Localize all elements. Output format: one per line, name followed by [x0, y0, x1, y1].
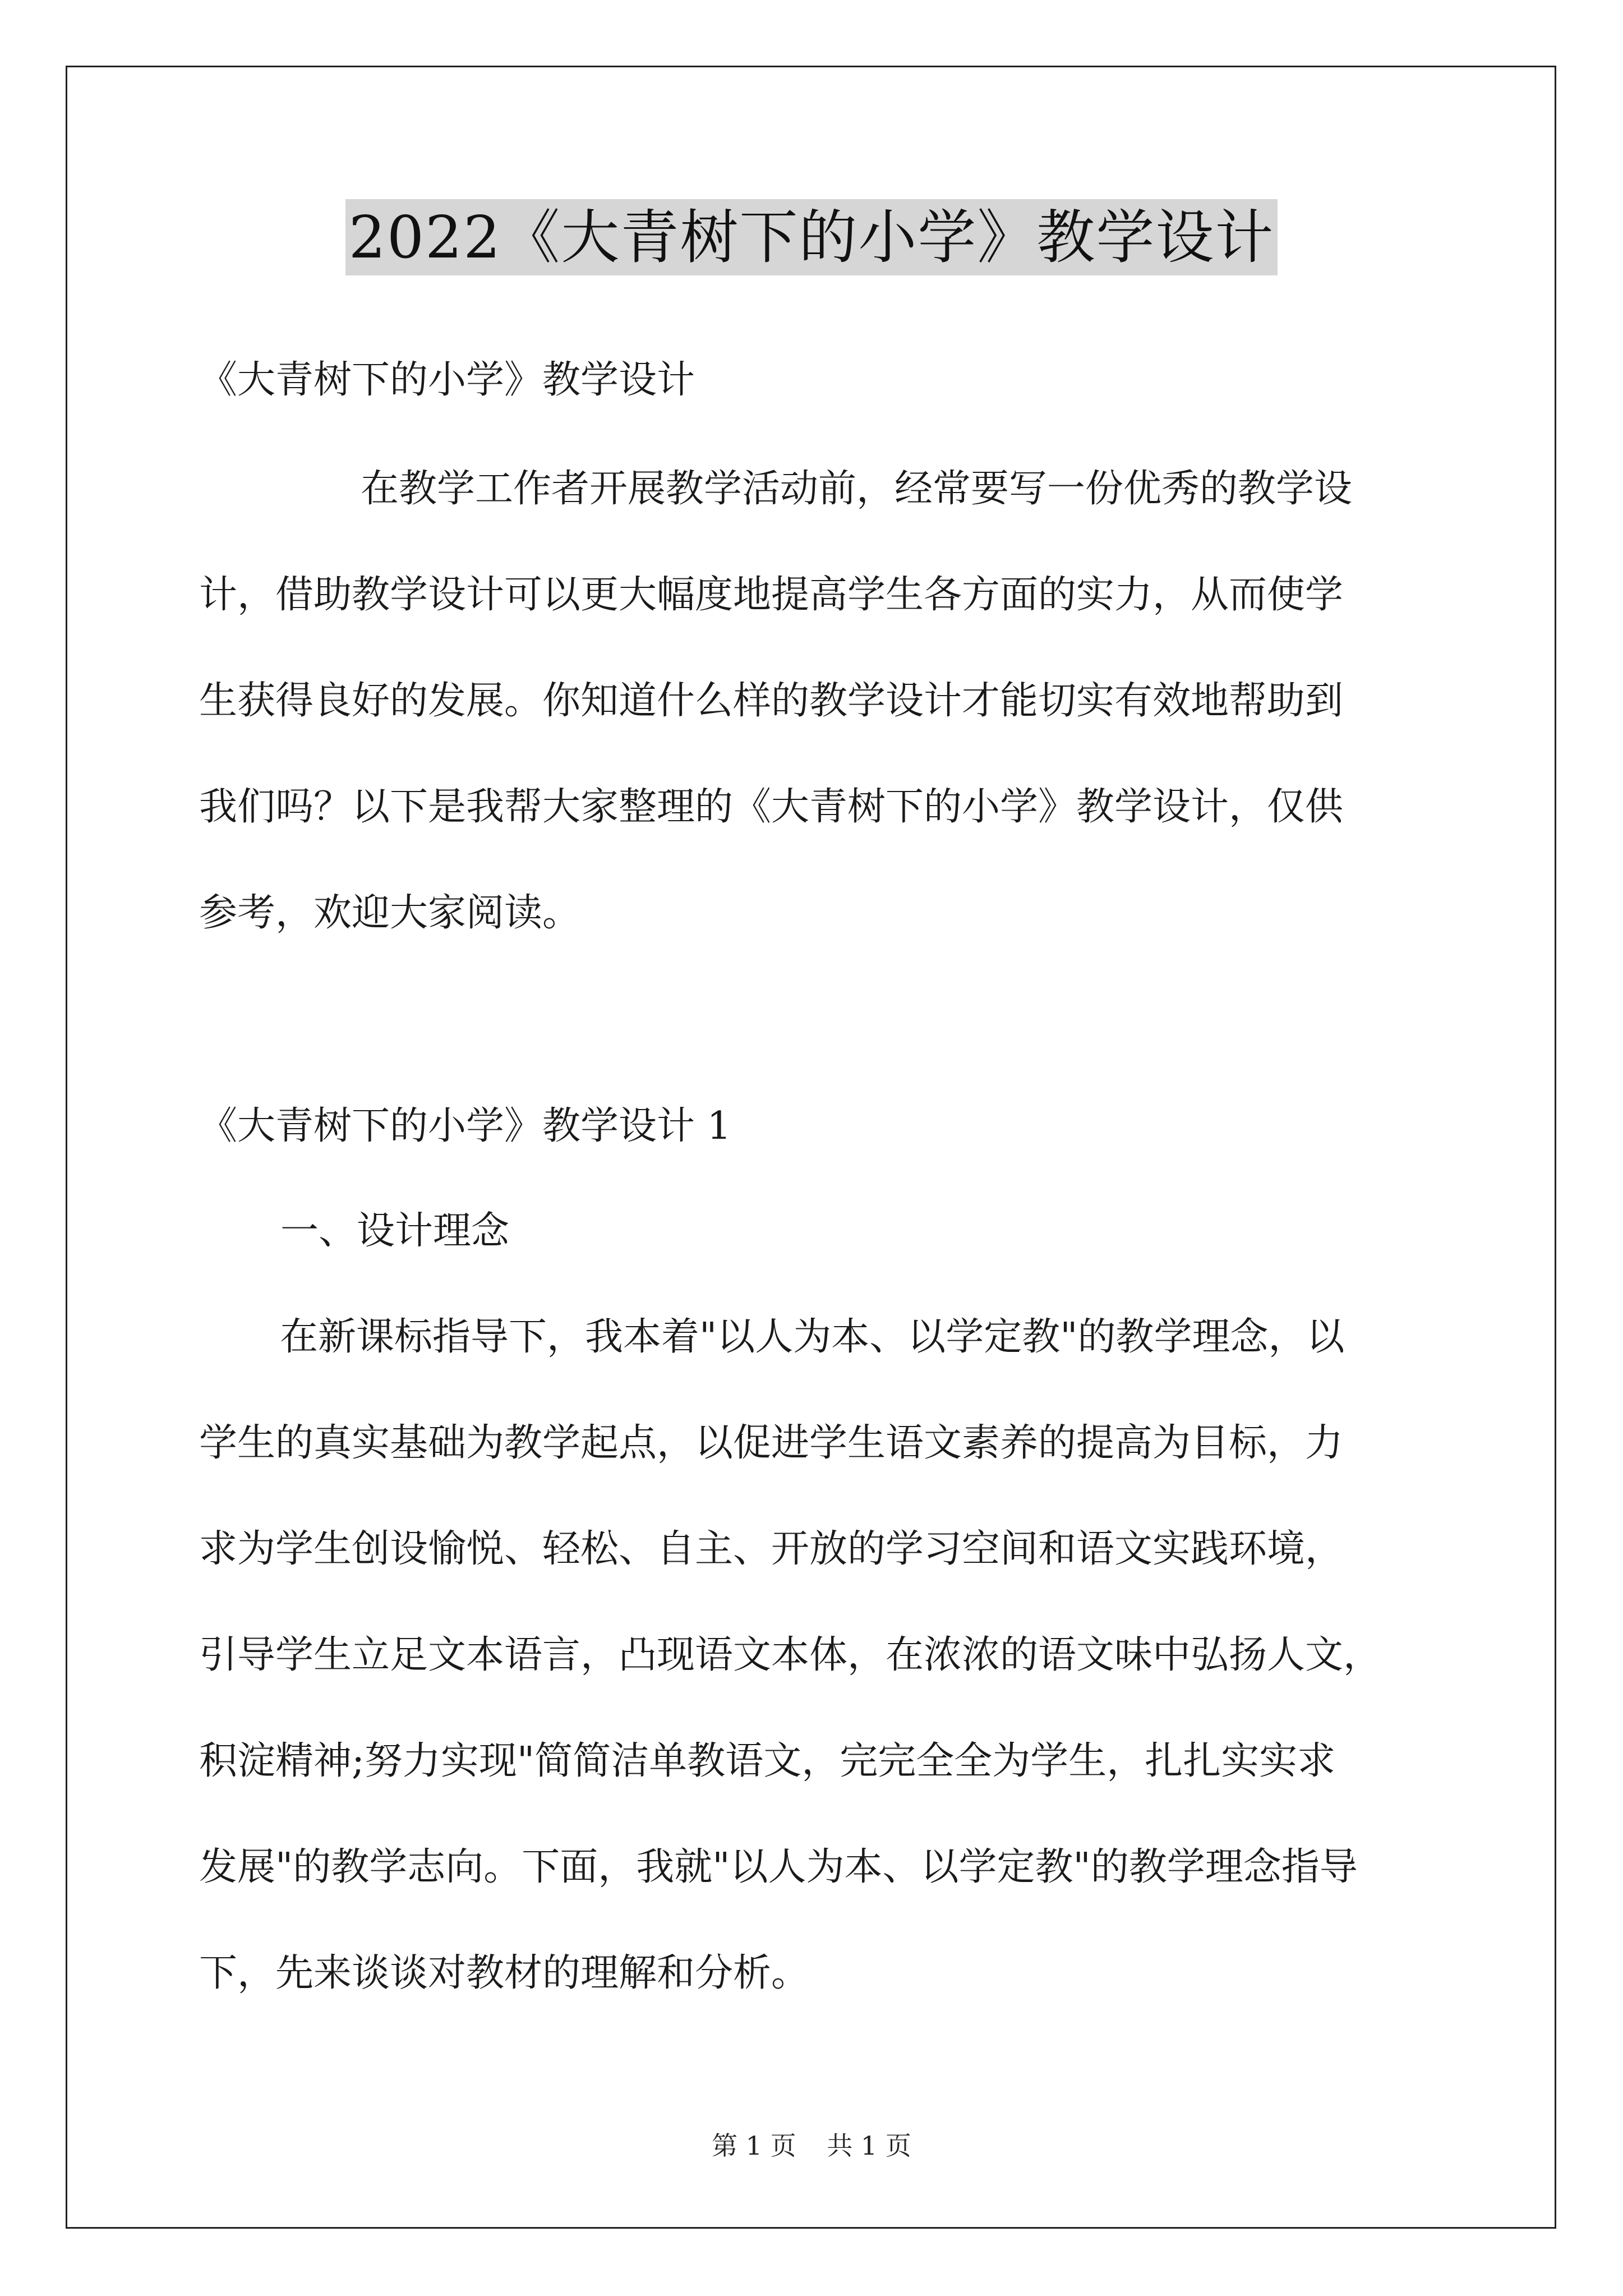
intro-paragraph	[199, 436, 1433, 966]
section-heading: 《大青树下的小学》教学设计 1	[199, 1104, 731, 1148]
body-paragraph	[199, 1284, 1433, 2026]
title-wrap	[0, 199, 1623, 275]
page-footer	[0, 2129, 1623, 2162]
body-line: 发展"的教学志向。下面，我就"以人为本、以学定教"的教学理念指导	[199, 1845, 1358, 1889]
body-line: 学生的真实基础为教学起点，以促进学生语文素养的提高为目标，力	[199, 1421, 1344, 1465]
body-line: 下，先来谈谈对教材的理解和分析。	[199, 1951, 810, 1995]
body-line: 积淀精神;努力实现"简简洁单教语文，完完全全为学生，扎扎实实求	[199, 1739, 1336, 1783]
body-line: 在新课标指导下，我本着"以人为本、以学定教"的教学理念，以	[280, 1315, 1345, 1359]
document-title: 2022《大青树下的小学》教学设计	[345, 199, 1278, 275]
intro-line: 生获得良好的发展。你知道什么样的教学设计才能切实有效地帮助到	[199, 679, 1344, 723]
intro-line: 参考，欢迎大家阅读。	[199, 891, 581, 935]
page-number-current: 第 1 页	[712, 2131, 796, 2161]
body-line: 求为学生创设愉悦、轻松、自主、开放的学习空间和语文实践环境，	[199, 1527, 1344, 1571]
intro-line: 在教学工作者开展教学活动前，经常要写一份优秀的教学设	[361, 467, 1353, 511]
document-subtitle: 《大青树下的小学》教学设计	[199, 358, 695, 402]
subsection-heading: 一、设计理念	[280, 1209, 510, 1253]
intro-line: 我们吗？以下是我帮大家整理的《大青树下的小学》教学设计，仅供	[199, 785, 1344, 829]
page-number-total: 共 1 页	[827, 2131, 911, 2161]
body-line: 引导学生立足文本语言，凸现语文本体，在浓浓的语文味中弘扬人文，	[199, 1633, 1382, 1677]
intro-line: 计，借助教学设计可以更大幅度地提高学生各方面的实力，从而使学	[199, 573, 1344, 617]
